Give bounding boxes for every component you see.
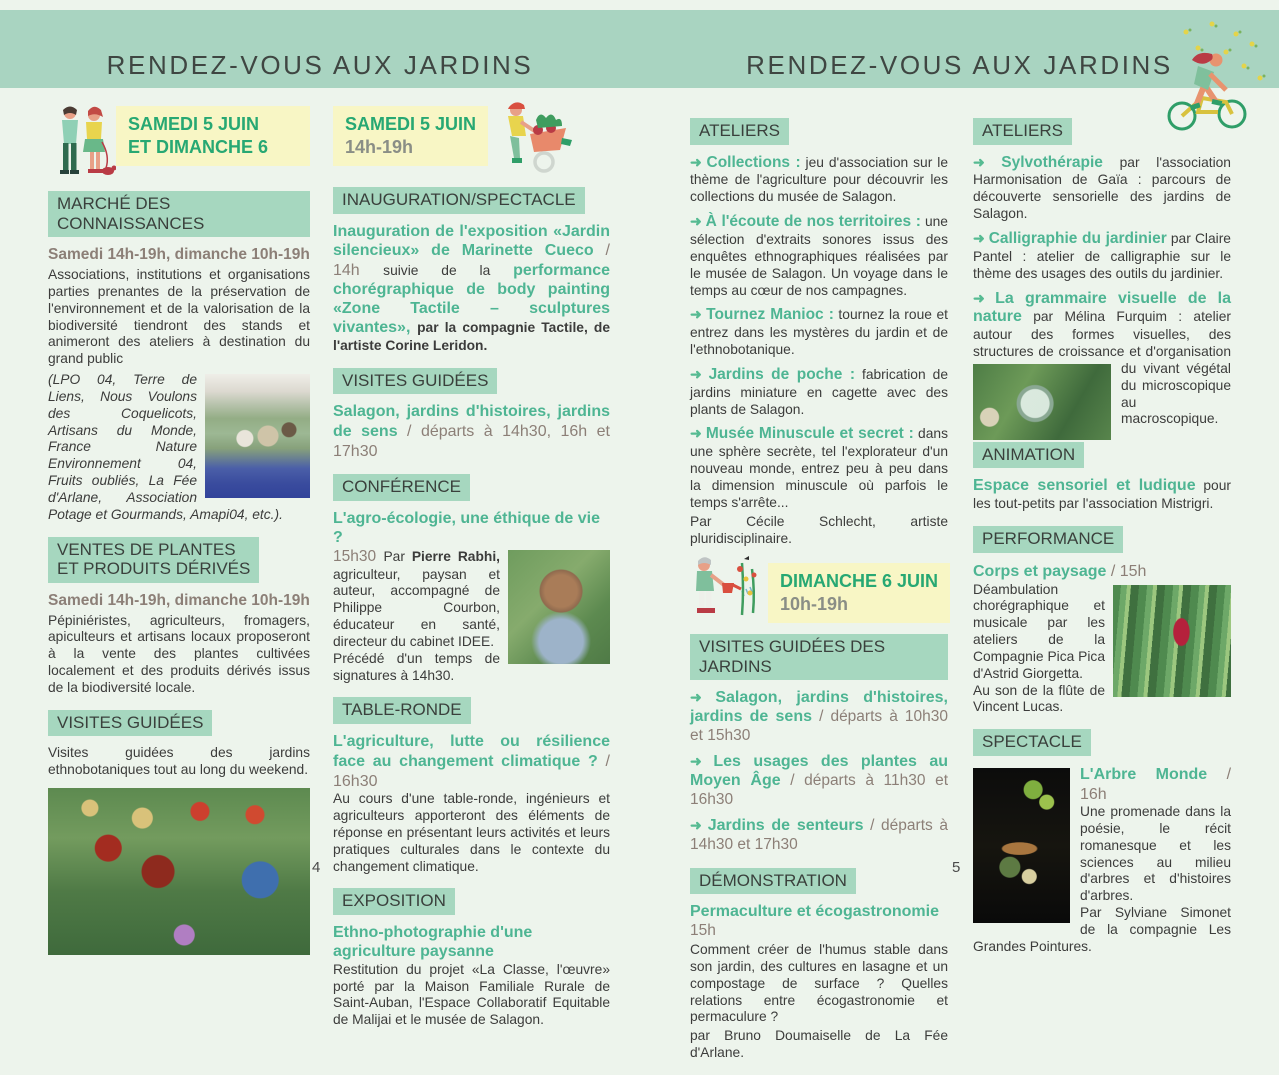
section-ateliers — [973, 118, 1231, 428]
couple-walking-dog-illustration — [48, 102, 116, 180]
section-header: ATELIERS — [973, 118, 1072, 145]
header-line1: VENTES DE PLANTES — [57, 539, 236, 559]
arrow-bullet-icon: ➜ — [690, 366, 702, 382]
visit-item — [690, 817, 948, 855]
event-title-green: Inauguration de l'exposition «Jardin silencieux» de Marinette Cueco — [333, 222, 610, 260]
atelier-item — [690, 425, 948, 511]
section-visites-guidees — [333, 368, 610, 462]
section-header: VISITES GUIDÉES DES JARDINS — [690, 634, 948, 680]
page4-column-right — [333, 106, 610, 1042]
atelier-title-green: Tournez Manioc : — [706, 306, 834, 324]
section-header: VISITES GUIDÉES — [48, 710, 212, 737]
atelier-item — [973, 154, 1231, 223]
section-ateliers — [690, 118, 948, 547]
section-marche-des-connaissances — [48, 191, 310, 524]
spectacle-credit: Par Sylviane Simonet de la compagnie Les Grandes Pointures. — [973, 905, 1231, 954]
arrow-bullet-icon: ➜ — [973, 154, 985, 170]
section-header: VISITES GUIDÉES — [333, 368, 497, 395]
section-header: PERFORMANCE — [973, 526, 1123, 553]
section-ventes-de-plantes — [48, 537, 310, 697]
header-line2: ET PRODUITS DÉRIVÉS — [57, 559, 251, 579]
section-exposition — [333, 888, 610, 1029]
event-date-line1: SAMEDI 5 JUIN — [128, 114, 260, 134]
visit-item — [690, 689, 948, 746]
page-number-right: 5 — [952, 859, 961, 876]
body-run: Au cours d'une table-ronde, ingénieurs et agriculteurs apporteront des éléments de réponse en présentant leurs activités et leurs pratiques culturales dans le contexte du changement climatique. — [333, 791, 610, 874]
spectacle-text: Une promenade dans la poésie, le récit romanesque et les sciences au milieu d'arbres et d'histoires d'arbres. — [1080, 804, 1231, 904]
magnifying-glass-photo — [973, 364, 1111, 440]
section-spectacle — [973, 729, 1231, 955]
visit-title-green: Jardins de senteurs — [707, 816, 864, 834]
atelier-text: par Mélina Furquim : atelier autour des formes visuelles, des structures de croissance et — [973, 309, 1231, 360]
visit-times: / départs à 11h30 et 16h30 — [690, 771, 949, 808]
atelier-text: par l'association Harmonisation de Gaïa : parcours de découverte sensorielle des jardins de Salagon. — [973, 154, 1231, 222]
event-date-line1: DIMANCHE 6 JUIN — [780, 571, 939, 592]
body-run: suivie de la — [383, 263, 514, 279]
section-visites-guidees-jardins — [690, 634, 948, 854]
event-title-green-2: performance chorégraphique de body painting «Zone Tactile – sculptures vivantes», — [333, 262, 611, 336]
event-date-banner-weekend — [48, 106, 310, 180]
page5-column-right — [973, 118, 1231, 969]
section-demonstration — [690, 868, 948, 1062]
associations-list — [48, 372, 310, 523]
section-header: ATELIERS — [690, 118, 789, 145]
section-header — [48, 537, 259, 583]
section-header: DÉMONSTRATION — [690, 868, 856, 895]
section-inauguration-spectacle — [333, 187, 610, 355]
event-date-box — [116, 106, 310, 166]
animation-title-green: Espace sensoriel et ludique — [973, 477, 1196, 495]
market-stand-photo — [205, 374, 310, 498]
visit-times: / départs à 10h30 et 15h30 — [690, 708, 948, 745]
speaker-name: Pierre Rabhi, — [411, 548, 500, 564]
section-performance — [973, 526, 1231, 716]
body-run-3: Précédé d'un temps de signatures à 14h30. — [333, 650, 500, 683]
page4-column-left — [48, 106, 310, 968]
atelier-text: une sélection d'extraits sonores issus des enquêtes ethnographiques réalisées par le musée de Salagon. Un voyage dans le temps au cœur de nos campagnes. — [690, 214, 948, 298]
atelier-text: dans une sphère secrète, tel l'explorateur d'un nouveau monde, entrez peu à peu dans la dimension minuscule où parfois le temps s'arrête... — [690, 426, 948, 510]
demo-title: Permaculture et écogastronomie — [690, 903, 939, 921]
visit-times: / départs à 14h30, 16h et 17h30 — [333, 423, 610, 460]
demo-time: 15h — [690, 922, 716, 940]
section-header: EXPOSITION — [333, 888, 455, 915]
demo-body: Comment créer de l'humus stable dans son jardin, des cultures en lasagne et un compostage de surface ? Quelles relations entre écogastronomie et permaculure ? — [690, 942, 948, 1025]
arrow-bullet-icon: ➜ — [973, 290, 985, 306]
event-date-line2: ET DIMANCHE 6 — [128, 136, 269, 157]
spectacle-title-green: L'Arbre Monde — [1080, 765, 1208, 783]
section-header: INAUGURATION/SPECTACLE — [333, 187, 585, 214]
section-table-ronde — [333, 697, 610, 875]
visit-title-green: Salagon, jardins d'histoires, jardins de sens — [333, 403, 610, 441]
atelier-item — [690, 213, 948, 299]
atelier-title-green: Musée Minuscule et secret : — [705, 425, 914, 443]
visit-item — [690, 753, 948, 810]
page5-column-left — [690, 118, 948, 1075]
gardener-wheelbarrow-illustration — [496, 98, 576, 176]
expo-body: Restitution du projet «La Classe, l'œuvre» porté par la Maison Familiale Rurale de Saint-Auban, l'Espace Collaboratif Equitable de Malijai et le musée de Salagon. — [333, 961, 610, 1028]
performance-title-green: Corps et paysage — [973, 562, 1107, 580]
section-header: CONFÉRENCE — [333, 474, 470, 501]
page4-title: RENDEZ-VOUS AUX JARDINS — [106, 50, 534, 80]
demo-credit: par Bruno Doumaiselle de La Fée d'Arlane. — [690, 1028, 948, 1060]
expo-title: Ethno-photographie d'une agriculture paysanne — [333, 923, 533, 960]
atelier-title-green: Collections : — [706, 153, 801, 171]
atelier-item — [690, 306, 948, 359]
section-body — [333, 733, 610, 875]
visit-times: / départs à 14h30 et 17h30 — [690, 816, 948, 853]
spectacle-body — [973, 765, 1231, 956]
section-body: Pépiniéristes, agriculteurs, fromagers, apiculteurs et artisans locaux proposeront à la vente des plantes cultivées localement et des produits dérivés issus de la biodiversité locale. — [48, 612, 310, 695]
atelier-title-green: Sylvothérapie — [1001, 153, 1103, 171]
event-date-box — [333, 106, 488, 166]
animation-text: pour les tout-petits par l'association Mistrigri. — [973, 478, 1231, 512]
atelier-title-green: Jardins de poche : — [708, 365, 855, 383]
atelier-text: fabrication de jardins miniature en cagette avec des plants de Salagon. — [690, 366, 948, 417]
garden-tour-photo — [48, 788, 310, 955]
performance-text-2: Au son de la flûte de Vincent Lucas. — [973, 682, 1105, 715]
event-time: / 16h30 — [333, 752, 610, 790]
performance-text: Déambulation chorégraphique et musicale par les ateliers de la Compagnie Pica Pica d'Astrid Giorgetta. — [973, 581, 1105, 681]
atelier-item — [973, 230, 1231, 283]
atelier-text-continued: d'organisation du vivant végétal du microscopique au macroscopique. — [1121, 344, 1231, 427]
arbre-monde-stage-photo — [973, 768, 1070, 923]
associations-text: (LPO 04, Terre de Liens, Nous Voulons des Coquelicots, Artisans du Monde, France Nature Environnement 04, Fruits oubliés, La Fée d'Arlane, Association Potage et Gourmands, Amapi04, etc.). — [48, 372, 283, 522]
atelier-item — [690, 366, 948, 419]
atelier-item — [690, 154, 948, 207]
section-header: ANIMATION — [973, 442, 1084, 469]
section-conference — [333, 474, 610, 684]
arrow-bullet-icon: ➜ — [690, 754, 702, 770]
section-body — [333, 403, 610, 461]
atelier-text: tournez la roue et entrez dans les mystères du jardin et de l'ethnobotanique. — [690, 307, 948, 358]
animation-body — [973, 477, 1231, 513]
event-title-green: L'agriculture, lutte ou résilience face au changement climatique ? — [333, 732, 610, 770]
atelier-title-green: La grammaire visuelle de la nature — [973, 289, 1231, 326]
event-date-line2: 10h-19h — [780, 593, 849, 614]
atelier-title-green: À l'écoute de nos territoires : — [705, 213, 921, 231]
atelier-title-green: Calligraphie du jardinier — [988, 229, 1167, 247]
section-visites-guidees — [48, 710, 310, 955]
atelier-text: par Claire Pantel : atelier de calligraphie sur le thème des usages des outils du jardinier. — [973, 230, 1231, 281]
event-date-line1: SAMEDI 5 JUIN — [345, 114, 477, 134]
visit-title-green: Salagon, jardins d'histoires, jardins de sens — [690, 689, 948, 726]
event-date-banner-saturday — [333, 106, 610, 176]
company-credit: par la compagnie Tactile, de l'artiste Corine Leridon. — [333, 319, 610, 353]
performance-body — [973, 562, 1231, 717]
section-times: Samedi 14h-19h, dimanche 10h-19h — [48, 246, 310, 264]
arrow-bullet-icon: ➜ — [973, 230, 985, 246]
forest-performance-photo — [1113, 585, 1231, 697]
spectacle-time: / 16h — [1080, 765, 1232, 803]
section-header: MARCHÉ DES CONNAISSANCES — [48, 191, 310, 237]
section-body: Visites guidées des jardins ethnobotaniques tout au long du weekend. — [48, 745, 310, 778]
arrow-bullet-icon: ➜ — [690, 817, 702, 833]
atelier-item — [973, 290, 1231, 429]
event-date-box — [768, 563, 950, 623]
atelier-text: jeu d'association sur le thème de l'agriculture pour découvrir les collections du musée de Salagon. — [690, 154, 948, 205]
section-body: Associations, institutions et organisations parties prenantes de la préservation de l'environnement et de la valorisation de la biodiversité tiendront des stands et animeront des ateliers à destination du grand public — [48, 267, 310, 367]
conference-title: L'agro-écologie, une éthique de vie ? — [333, 509, 600, 546]
arrow-bullet-icon: ➜ — [690, 426, 702, 442]
section-animation — [973, 442, 1231, 513]
section-body — [333, 223, 610, 355]
page-number-left: 4 — [312, 859, 321, 876]
section-header: TABLE-RONDE — [333, 697, 471, 724]
arrow-bullet-icon: ➜ — [690, 690, 702, 706]
conference-body — [333, 548, 610, 685]
arrow-bullet-icon: ➜ — [690, 307, 702, 323]
section-times: Samedi 14h-19h, dimanche 10h-19h — [48, 591, 310, 609]
page5-title: RENDEZ-VOUS AUX JARDINS — [746, 50, 1173, 80]
arrow-bullet-icon: ➜ — [690, 154, 702, 170]
atelier-credit: Par Cécile Schlecht, artiste pluridisciplinaire. — [690, 513, 948, 546]
arrow-bullet-icon: ➜ — [690, 214, 702, 230]
person-watering-plants-illustration — [690, 555, 768, 621]
event-date-line2: 14h-19h — [345, 136, 414, 157]
event-date-banner-sunday — [690, 563, 948, 623]
pierre-rabhi-portrait-photo — [508, 550, 610, 664]
visit-title-green: Les usages des plantes au Moyen Âge — [690, 753, 948, 789]
conference-time: 15h30 — [333, 547, 384, 565]
body-run: Par — [383, 548, 412, 564]
performance-time: / 15h — [1106, 562, 1147, 580]
body-run-2: agriculteur, paysan et auteur, accompagné de Philippe Courbon, éducateur en santé, directeur du cabinet IDEE. — [333, 566, 500, 649]
section-header: SPECTACLE — [973, 729, 1091, 756]
event-time: / 14h — [333, 242, 610, 280]
